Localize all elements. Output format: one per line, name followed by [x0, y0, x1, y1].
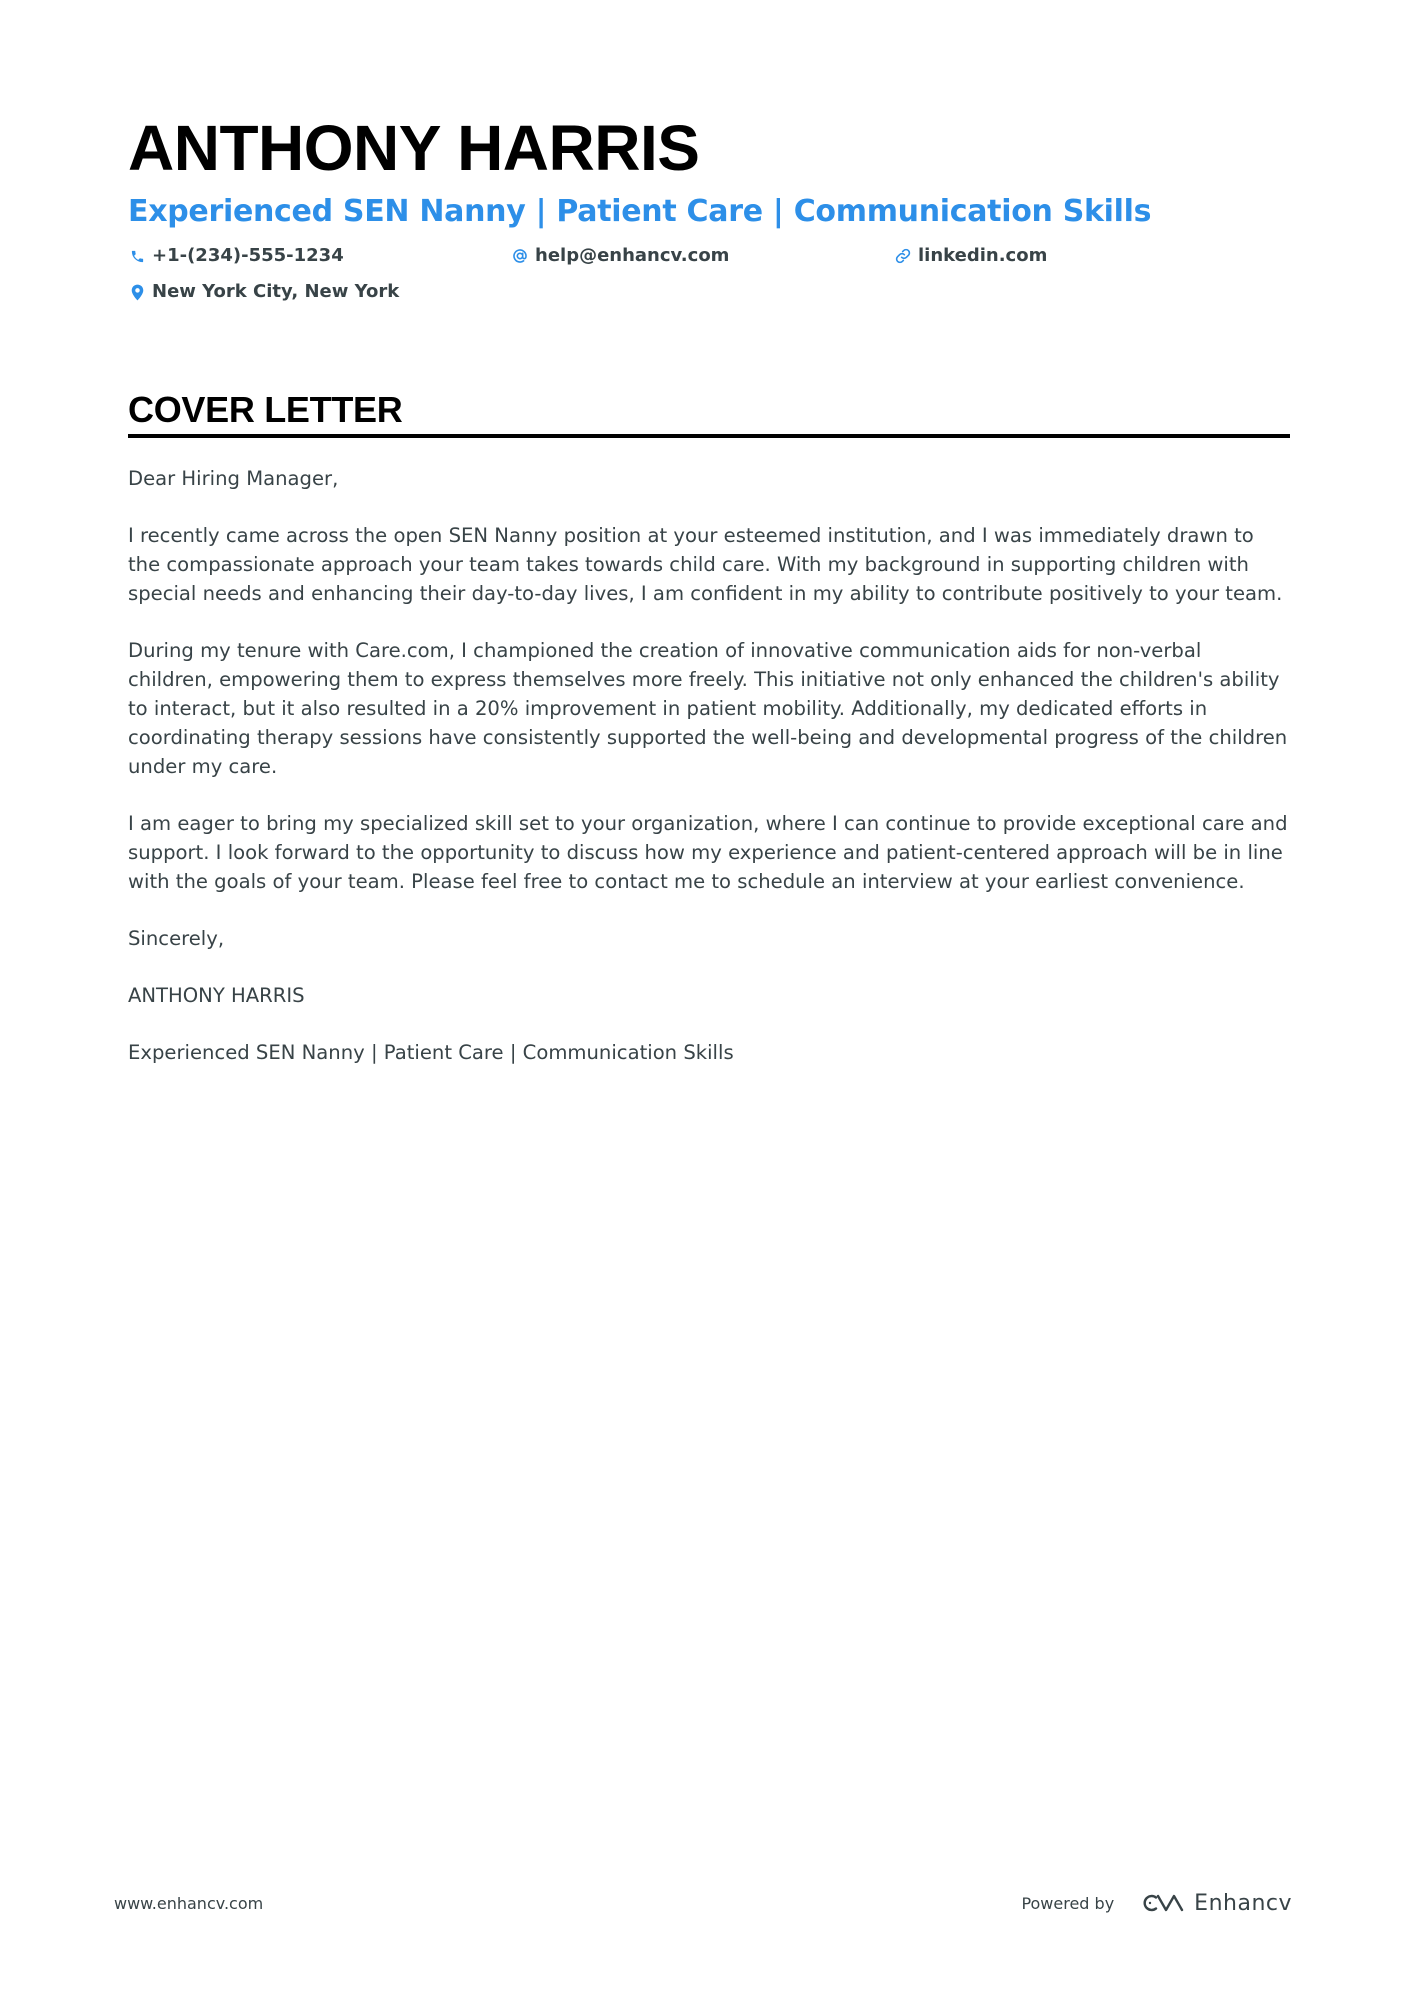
signature-name: ANTHONY HARRIS [128, 984, 305, 1007]
contact-location-text: New York City, New York [152, 281, 400, 302]
letter-paragraph: I am eager to bring my specialized skill set to your organization, where I can continue to provide exceptional care and support. I look forward to the opportunity to discuss how my experience and patient-centered approach will be in line with the goals of your team. Please feel free to contact me to schedule an interview at your earliest convenience. [128, 812, 1288, 893]
enhancv-logo-icon [1140, 1891, 1186, 1915]
letter-closing: Sincerely, [128, 927, 225, 950]
letter-paragraph: I recently came across the open SEN Nanny position at your esteemed institution, and I was immediately drawn to the compassionate approach your team takes towards child care. With my background in supporting children with special needs and enhancing their day-to-day lives, I am confident in my ability to contribute positively to your team. [128, 524, 1283, 605]
letter-greeting: Dear Hiring Manager, [128, 467, 339, 490]
footer-website[interactable]: www.enhancv.com [114, 1894, 264, 1913]
letter-paragraph: During my tenure with Care.com, I championed the creation of innovative communication aids for non-verbal children, empowering them to express themselves more freely. This initiative not only enhanced the children's ability to interact, but it also resulted in a 20% improvement in patient mobility. Additionally, my dedicated efforts in coordinating therapy sessions have consistently supported the well-being and developmental progress of the children under my care. [128, 639, 1288, 778]
contact-email-text[interactable]: help@enhancv.com [535, 245, 730, 266]
letter-body [128, 464, 1290, 1067]
resume-header [128, 108, 1290, 304]
location-pin-icon [128, 283, 146, 301]
at-icon [511, 247, 529, 265]
contact-email[interactable] [511, 244, 894, 268]
contact-link-text[interactable]: linkedin.com [918, 245, 1048, 266]
footer-branding [1021, 1880, 1292, 1926]
contact-phone-text: +1-(234)-555-1234 [152, 245, 344, 266]
powered-by-label: Powered by [1021, 1893, 1115, 1913]
contact-location [128, 280, 511, 304]
contact-link[interactable] [894, 244, 1277, 268]
cover-letter-section [128, 388, 1290, 1095]
candidate-headline: Experienced SEN Nanny | Patient Care | Communication Skills [128, 194, 1152, 229]
link-icon [894, 247, 912, 265]
contact-phone [128, 244, 511, 268]
section-title: COVER LETTER [128, 388, 1290, 438]
signature-title: Experienced SEN Nanny | Patient Care | Communication Skills [128, 1041, 734, 1064]
candidate-name: ANTHONY HARRIS [128, 112, 700, 184]
brand-name: Enhancv [1194, 1890, 1292, 1916]
phone-icon [128, 247, 146, 265]
contact-info [128, 244, 1290, 304]
